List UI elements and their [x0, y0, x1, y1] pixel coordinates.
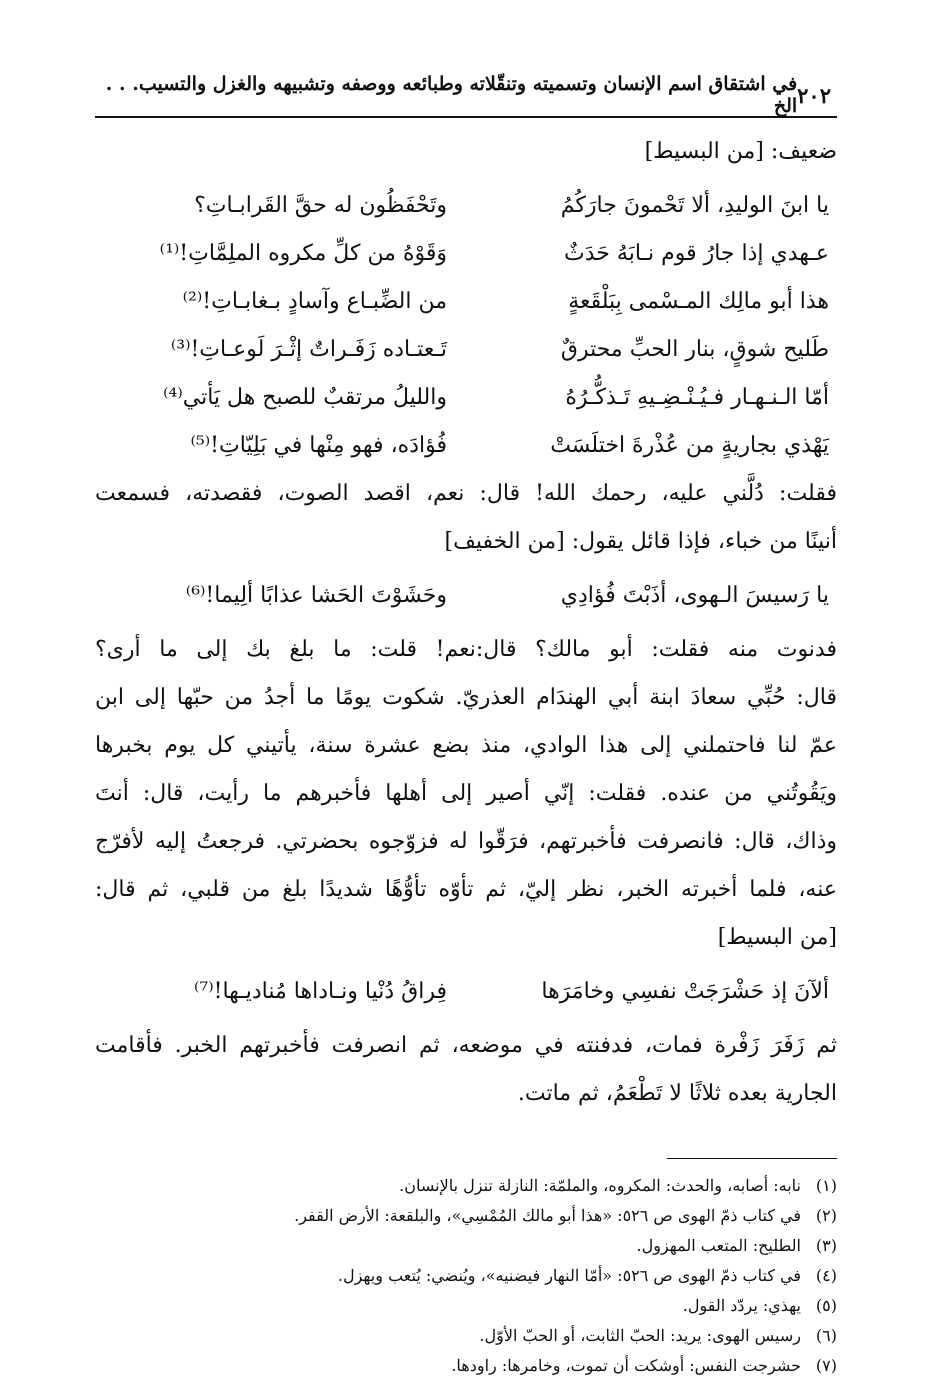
running-header [95, 73, 837, 117]
footnote-text: حشرجت النفس: أوشكت أن تموت، وخامرها: راودها. [451, 1356, 801, 1375]
footnote-number: (٥) [815, 1296, 837, 1315]
first-hemistich: يا ابنَ الوليدِ، ألا تَحْمونَ جارَكُمُ [560, 193, 829, 218]
paragraph-line: أنينًا من خباء، فإذا قائل يقول: [من الخفيف] [444, 529, 837, 554]
footnote-text: الطليح: المتعب المهزول. [636, 1236, 801, 1255]
paragraph-3 [95, 1022, 837, 1118]
footnote-item [95, 1201, 837, 1231]
paragraph-line: [من البسيط] [717, 925, 837, 950]
verse-line [95, 374, 837, 422]
running-title: في اشتقاق اسم الإنسان وتسميته وتنقّلاته وطبائعه ووصفه وتشبيهه والغزل والتسيب. . . الخ [105, 73, 798, 117]
footnote-text: في كتاب ذمّ الهوى ص ٥٢٦: «أمّا النهار فيضنيه»، ويُنضي: يُتعب ويهزل. [337, 1266, 801, 1285]
second-hemistich: وتَحْفَظُون له حقَّ القَرابـاتِ؟ [194, 193, 447, 218]
footnote-item [95, 1321, 837, 1351]
footnote-number: (٢) [815, 1206, 837, 1225]
footnote-item [95, 1171, 837, 1201]
second-hemistich: وحَشَوْتَ الحَشا عذابًا ألِيما!⁽⁶⁾ [185, 583, 447, 608]
intro-line: ضعيف: [من البسيط] [644, 139, 837, 164]
paragraph-1 [95, 470, 837, 566]
poem-block-1 [95, 182, 837, 470]
footnotes [95, 1171, 837, 1381]
paragraph-line: فقلت: دُلَّني عليه، رحمك الله! قال: نعم، اقصد الصوت، فقصدته، فسمعت [95, 481, 837, 506]
verse-line [95, 230, 837, 278]
paragraph-line: قال: حُبِّي سعادَ ابنة أبي الهندَام العذريّ. شكوت يومًا ما أجدُ من حبّها إلى ابن [95, 685, 837, 710]
second-hemistich: والليلُ مرتقبٌ للصبح هل يَأتي⁽⁴⁾ [163, 385, 447, 410]
footnote-number: (٧) [815, 1356, 837, 1375]
footnote-text: يهذي: يردّد القول. [682, 1296, 801, 1315]
paragraph-line: وذاك، قال: فانصرفت فأخبرتهم، فرَقّوا له فزوّجوه بحضرتي. فرجعتُ إليه لأفرّج [95, 829, 837, 854]
first-hemistich: أمّا الـنـهـار فـيُـنْـضِـيهِ تَـذكُّـرُهُ [565, 385, 829, 410]
footnote-text: رسيس الهوى: يريد: الحبّ الثابت، أو الحبّ الأوّل. [479, 1326, 801, 1345]
footnote-item [95, 1291, 837, 1321]
verse-line [95, 572, 837, 620]
verse-line [95, 422, 837, 470]
first-hemistich: طَليح شوقٍ، بنار الحبِّ محترقٌ [560, 337, 829, 362]
verse-line [95, 326, 837, 374]
footnote-text: نابه: أصابه، والحدث: المكروه، والملمّة: النازلة تنزل بالإنسان. [399, 1176, 801, 1195]
paragraph-line: عمّ لنا فاحتملني إلى هذا الوادي، منذ بضع عشرة سنة، يأتيني كل يوم بخبرها [95, 733, 837, 758]
second-hemistich: فِراقُ دُنْيا ونـاداها مُناديـها!⁽⁷⁾ [193, 979, 447, 1004]
footnote-number: (٤) [815, 1266, 837, 1285]
paragraph-line: الجارية بعده ثلاثًا لا تَطْعَمُ، ثم ماتت. [517, 1081, 837, 1106]
paragraph-line: عنه، فلما أخبرته الخبر، نظر إليّ، ثم تأوّه تأوُّهًا شديدًا بلغ من قلبي، ثم قال: [95, 877, 837, 902]
first-hemistich: عـهدي إذا جارُ قوم نـابَهُ حَدَثٌ [564, 241, 829, 266]
footnote-number: (٣) [815, 1236, 837, 1255]
footnote-item [95, 1231, 837, 1261]
footnote-text: في كتاب ذمّ الهوى ص ٥٢٦: «هذا أبو مالك المُمْسِي»، والبلقعة: الأرض القفر. [294, 1206, 801, 1225]
second-hemistich: وَقَوْهُ من كلِّ مكروه الملِمَّاتِ!⁽¹⁾ [159, 241, 447, 266]
second-hemistich: من الضِّبـاع وآسادٍ بـغابـاتِ!⁽²⁾ [182, 289, 447, 314]
paragraph-line: فدنوت منه فقلت: أبو مالك؟ قال:نعم! قلت: ما بلغ بك إلى ما أرى؟ [95, 637, 837, 662]
paragraph-line: ويَقُوتُني من عنده. فقلت: إنّي أصير إلى أهلها فأخبرهم ما رأيت، قال: أنتَ [95, 781, 837, 806]
paragraph-line: ثم زَفَرَ زَفْرة فمات، فدفنته في موضعه، ثم انصرفت فأخبرتهم الخبر. فأقامت [95, 1033, 837, 1058]
verse-line [95, 182, 837, 230]
first-hemistich: يا رَسيسَ الـهوى، أذَبْتَ فُؤادِي [560, 583, 829, 608]
second-hemistich: فُؤادَه، فهو مِنْها في بَلِيّاتِ!⁽⁵⁾ [190, 433, 447, 458]
footnote-item [95, 1351, 837, 1381]
footnote-item [95, 1261, 837, 1291]
first-hemistich: هذا أبو مالِك المـسْمى بِبَلْقَعةٍ [568, 289, 829, 314]
paragraph-2 [95, 626, 837, 962]
page-number: ٢٠٢ [797, 82, 831, 108]
footnote-number: (١) [815, 1176, 837, 1195]
footnote-number: (٦) [815, 1326, 837, 1345]
first-hemistich: ألآنَ إذ حَشْرَجَتْ نفسِي وخامَرَها [541, 979, 829, 1004]
verse-line [95, 968, 837, 1016]
verse-line [95, 278, 837, 326]
footnote-separator [667, 1158, 837, 1159]
book-page [95, 73, 837, 1375]
second-hemistich: تَـعتـاده زَفَـراتٌ إثْـرَ لَوعـاتِ!⁽³⁾ [170, 337, 447, 362]
first-hemistich: يَهْذي بجاريةٍ من عُذْرةَ اختلَسَتْ [550, 433, 829, 458]
